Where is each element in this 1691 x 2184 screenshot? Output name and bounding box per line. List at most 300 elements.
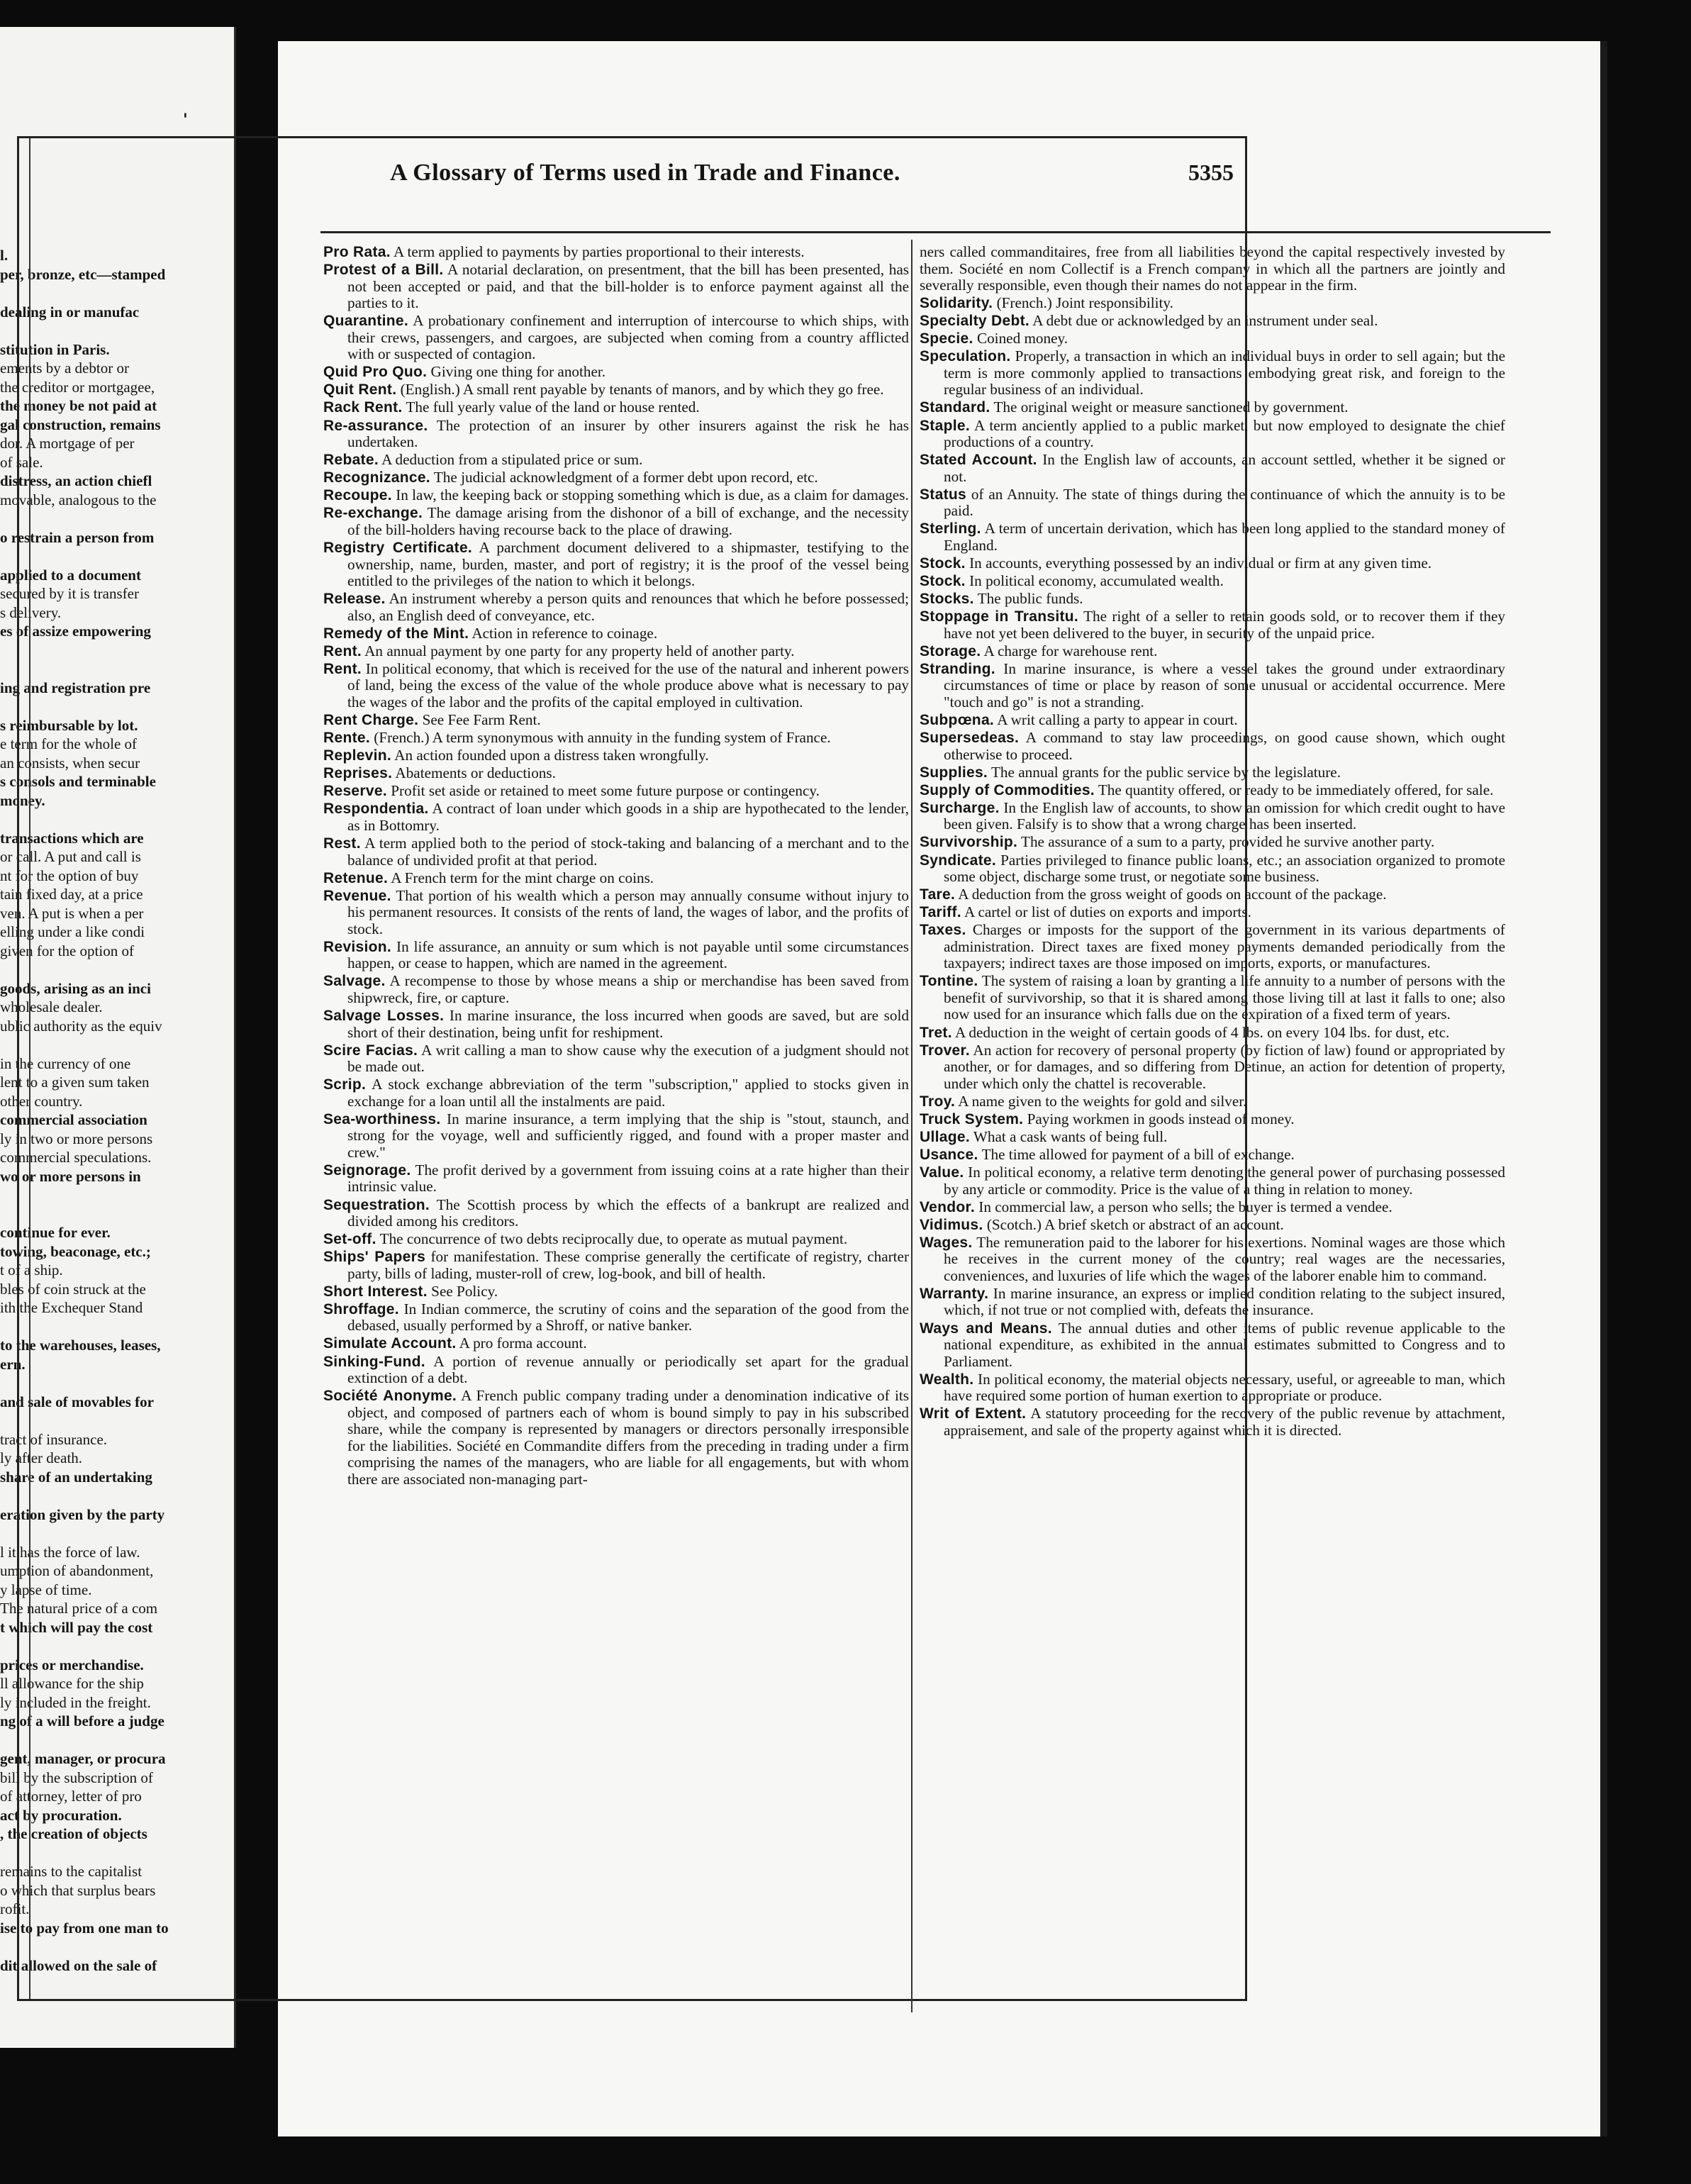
left-fragment-line: t which will pay the cost bbox=[0, 1618, 153, 1636]
glossary-term: Société Anonyme. bbox=[323, 1388, 457, 1405]
glossary-entry bbox=[323, 1335, 909, 1352]
glossary-term: Standard. bbox=[920, 399, 990, 416]
glossary-term: Warranty. bbox=[920, 1285, 989, 1302]
glossary-term: Revenue. bbox=[323, 887, 391, 904]
glossary-term: Specialty Debt. bbox=[920, 313, 1030, 330]
glossary-entry bbox=[323, 765, 909, 782]
left-fragment-line: gal construction, remains bbox=[0, 416, 161, 433]
left-fragment-line: l. bbox=[0, 247, 9, 264]
glossary-entry bbox=[920, 1235, 1505, 1285]
page-title: A Glossary of Terms used in Trade and Finance. bbox=[390, 160, 900, 186]
glossary-definition: A stock exchange abbreviation of the term "subscription," applied to stocks given in exchange for a loan until all the instalments are paid. bbox=[347, 1076, 909, 1110]
glossary-definition: Profit set aside or retained to meet some future purpose or contingency. bbox=[386, 782, 820, 800]
glossary-entry bbox=[920, 922, 1505, 972]
glossary-term: Release. bbox=[323, 591, 386, 608]
glossary-definition: In marine insurance, is where a vessel takes the ground under extraordinary circumstances of time or place by reason of some unusual or accidental occurrence. Mere "touch and go" is not a stranding. bbox=[944, 659, 1505, 711]
left-fragment-line: stitution in Paris. bbox=[0, 340, 110, 358]
glossary-term: Stock. bbox=[920, 573, 966, 590]
glossary-entry bbox=[323, 712, 909, 729]
glossary-definition: An instrument whereby a person quits and renounces that which he before possessed; also, an English deed of conveyance, etc. bbox=[347, 590, 909, 624]
glossary-term: Status bbox=[920, 486, 966, 503]
glossary-entry bbox=[323, 364, 909, 381]
left-fragment-line: to the warehouses, leases, bbox=[0, 1337, 161, 1354]
glossary-definition: A contract of loan under which goods in a ship are hypothecated to the lender, as in Bottomry. bbox=[347, 800, 909, 834]
glossary-term: Subpœna. bbox=[920, 712, 995, 728]
glossary-term: Salvage. bbox=[323, 973, 386, 990]
glossary-entry bbox=[323, 625, 909, 642]
glossary-term: Seignorage. bbox=[323, 1161, 411, 1179]
glossary-term: Revision. bbox=[323, 938, 392, 955]
left-fragment-line: in the currency of one bbox=[0, 1054, 131, 1072]
glossary-term: Replevin. bbox=[323, 747, 392, 764]
left-fragment-line: given for the option of bbox=[0, 942, 134, 959]
left-fragment-line: ven. A put is when a per bbox=[0, 904, 144, 922]
glossary-definition: A writ calling a man to show cause why the execution of a judgment should not be made out. bbox=[347, 1041, 909, 1076]
glossary-term: Troy. bbox=[920, 1093, 956, 1110]
glossary-definition: The judicial acknowledgment of a former debt upon record, etc. bbox=[430, 469, 818, 486]
glossary-entry bbox=[323, 730, 909, 747]
glossary-column-left bbox=[323, 244, 909, 2031]
glossary-term: Solidarity. bbox=[920, 295, 993, 312]
glossary-definition: In political economy, that which is received for the use of the natural and inherent powers of land, being the excess of the value of the whole produce above what is necessary to pay the wages of the labor and the profits of the capital employed in cultivation. bbox=[347, 659, 909, 711]
glossary-definition: A term applied both to the period of stock-taking and balancing of a merchant and to the balance of undivided profit at that period. bbox=[347, 835, 909, 869]
glossary-entry bbox=[920, 295, 1505, 312]
glossary-term: Reserve. bbox=[323, 783, 387, 800]
glossary-entry bbox=[323, 540, 909, 590]
glossary-term: Reprises. bbox=[323, 765, 393, 782]
left-fragment-line: ements by a debtor or bbox=[0, 360, 129, 377]
glossary-definition: In accounts, everything possessed by an individual or firm at any given time. bbox=[965, 554, 1432, 572]
glossary-definition: The annual grants for the public service by the legislature. bbox=[988, 763, 1341, 781]
glossary-entry bbox=[920, 244, 1505, 294]
left-fragment-line: eration given by the party bbox=[0, 1505, 165, 1523]
glossary-entry bbox=[323, 870, 909, 887]
glossary-term: Quarantine. bbox=[323, 313, 408, 330]
glossary-entry bbox=[323, 973, 909, 1006]
glossary-definition: A notarial declaration, on presentment, that the bill has been presented, has not been accepted or paid, and that the bill-holder is to enforce payment against all the parties to it. bbox=[347, 261, 909, 312]
glossary-entry bbox=[920, 886, 1505, 903]
left-fragment-line: ern. bbox=[0, 1355, 26, 1373]
glossary-definition: Paying workmen in goods instead of money. bbox=[1023, 1110, 1295, 1127]
glossary-term: Protest of a Bill. bbox=[323, 262, 444, 279]
glossary-term: Recoupe. bbox=[323, 487, 392, 504]
left-fragment-line: ll allowance for the ship bbox=[0, 1675, 144, 1692]
glossary-entry bbox=[920, 643, 1505, 660]
left-fragment-line: t of a ship. bbox=[0, 1261, 63, 1278]
left-fragment-line: ise to pay from one man to bbox=[0, 1919, 169, 1937]
glossary-entry bbox=[920, 1093, 1505, 1110]
glossary-definition: The original weight or measure sanctioned by government. bbox=[990, 399, 1349, 416]
left-fragment-line: and sale of movables for bbox=[0, 1393, 154, 1410]
column-divider bbox=[911, 240, 913, 2012]
glossary-entry bbox=[920, 834, 1505, 851]
glossary-definition: ners called commanditaires, free from all liabilities beyond the capital respectively invested by them. Société en nom Collectif is a French company in which all the partners are jointly and severally responsible, even though their names do not appear in the firm. bbox=[920, 244, 1505, 294]
glossary-column-right bbox=[920, 244, 1505, 2031]
glossary-definition: In the English law of accounts, an account settled, whether it be signed or not. bbox=[944, 451, 1505, 485]
glossary-term: Wealth. bbox=[920, 1371, 974, 1388]
glossary-entry bbox=[920, 764, 1505, 781]
glossary-term: Taxes. bbox=[920, 922, 966, 939]
glossary-entry bbox=[323, 418, 909, 451]
glossary-term: Sequestration. bbox=[323, 1196, 430, 1213]
glossary-entry bbox=[920, 418, 1505, 451]
glossary-term: Stock. bbox=[920, 555, 966, 572]
glossary-entry bbox=[323, 783, 909, 800]
glossary-definition: In marine insurance, the loss incurred when goods are saved, but are sold short of their destination, being unfit for reshipment. bbox=[347, 1007, 909, 1041]
glossary-entry bbox=[920, 852, 1505, 886]
glossary-definition: A term applied to payments by parties proportional to their interests. bbox=[390, 244, 805, 260]
glossary-term: Shroffage. bbox=[323, 1300, 399, 1317]
glossary-definition: (English.) A small rent payable by tenants of manors, and by which they go free. bbox=[396, 381, 884, 399]
left-fragment-line: share of an undertaking bbox=[0, 1468, 152, 1486]
left-fragment-line: ing and registration pre bbox=[0, 679, 151, 696]
left-fragment-line: money. bbox=[0, 791, 45, 809]
left-fragment-line: the money be not paid at bbox=[0, 397, 157, 414]
glossary-definition: A deduction from the gross weight of goods on account of the package. bbox=[955, 886, 1387, 903]
glossary-definition: In law, the keeping back or stopping something which is due, as a claim for damages. bbox=[391, 486, 909, 504]
glossary-term: Stoppage in Transitu. bbox=[920, 608, 1079, 625]
glossary-definition: A recompense to those by whose means a ship or merchandise has been saved from shipwreck, fire, or capture. bbox=[347, 972, 909, 1006]
left-fragment-line: distress, an action chiefl bbox=[0, 472, 152, 489]
glossary-definition: A statutory proceeding for the recovery of the public revenue by attachment, appraisement, and sale of the property against which it is directed. bbox=[944, 1405, 1505, 1439]
glossary-term: Scrip. bbox=[323, 1076, 367, 1093]
left-fragment-line: bill by the subscription of bbox=[0, 1768, 153, 1786]
glossary-definition: The full yearly value of the land or house rented. bbox=[402, 399, 700, 416]
glossary-definition: A pro forma account. bbox=[456, 1335, 587, 1352]
glossary-entry bbox=[920, 782, 1505, 799]
left-fragment-line: ublic authority as the equiv bbox=[0, 1017, 162, 1035]
glossary-definition: The profit derived by a government from issuing coins at a rate higher than their intrinsic value. bbox=[347, 1161, 909, 1196]
glossary-entry bbox=[323, 1249, 909, 1282]
glossary-entry bbox=[920, 904, 1505, 921]
glossary-definition: A name given to the weights for gold and silver. bbox=[955, 1092, 1247, 1110]
glossary-term: Set-off. bbox=[323, 1231, 376, 1248]
glossary-definition: See Fee Farm Rent. bbox=[418, 711, 541, 728]
glossary-term: Registry Certificate. bbox=[323, 540, 473, 557]
glossary-entry bbox=[920, 800, 1505, 833]
glossary-term: Recognizance. bbox=[323, 469, 430, 486]
glossary-definition: In the English law of accounts, to show an omission for which credit ought to have been given. Falsify is to show that a wrong charge has been inserted. bbox=[944, 798, 1505, 833]
glossary-term: Rente. bbox=[323, 730, 370, 747]
glossary-definition: An annual payment by one party for any property held of another party. bbox=[362, 642, 795, 659]
glossary-definition: A portion of revenue annually or periodically set apart for the gradual extinction of a debt. bbox=[347, 1352, 909, 1387]
glossary-term: Stranding. bbox=[920, 660, 995, 677]
left-fragment-line: applied to a document bbox=[0, 566, 141, 584]
glossary-term: Supplies. bbox=[920, 764, 988, 781]
glossary-entry bbox=[920, 730, 1505, 763]
left-fragment-line: ly in two or more persons bbox=[0, 1130, 153, 1147]
left-fragment-line: other country. bbox=[0, 1092, 83, 1110]
glossary-entry bbox=[920, 1042, 1505, 1093]
glossary-term: Tariff. bbox=[920, 904, 961, 921]
glossary-term: Tontine. bbox=[920, 973, 978, 990]
glossary-term: Pro Rata. bbox=[323, 244, 391, 260]
glossary-definition: The system of raising a loan by granting a life annuity to a number of persons with the benefit of survivorship, so that it is shared among those living till at last it falls to one; also now used for an insurance which falls due on the expiration of a fixed term of years. bbox=[944, 972, 1505, 1023]
left-fragment-line: tract of insurance. bbox=[0, 1430, 108, 1448]
glossary-definition: The right of a seller to retain goods sold, or to recover them if they have not yet been delivered to the buyer, in security of the unpaid price. bbox=[944, 608, 1505, 642]
glossary-definition: of an Annuity. The state of things during the continuance of which the annuity is to be paid. bbox=[944, 485, 1505, 520]
glossary-term: Tare. bbox=[920, 886, 956, 903]
glossary-term: Rebate. bbox=[323, 452, 379, 469]
glossary-term: Stated Account. bbox=[920, 452, 1037, 469]
glossary-term: Short Interest. bbox=[323, 1283, 428, 1300]
glossary-entry bbox=[323, 939, 909, 972]
glossary-term: Respondentia. bbox=[323, 801, 429, 818]
left-fragment-line: commercial association bbox=[0, 1111, 147, 1128]
left-fragment-line: o restrain a person from bbox=[0, 528, 155, 546]
glossary-term: Rent. bbox=[323, 660, 362, 677]
glossary-term: Vidimus. bbox=[920, 1216, 983, 1233]
left-fragment-line: l it has the force of law. bbox=[0, 1543, 140, 1561]
glossary-term: Survivorship. bbox=[920, 834, 1018, 851]
left-fragment-line: goods, arising as an inci bbox=[0, 979, 151, 997]
glossary-definition: The remuneration paid to the laborer for his exertions. Nominal wages are those which he receives in the current money of the country; real wages are the necessaries, conveniences, and luxuries of life which the wages of the laborer enable him to command. bbox=[944, 1233, 1505, 1284]
glossary-definition: In political economy, the material objects necessary, useful, or agreeable to man, which have required some portion of human exertion to appropriate or produce. bbox=[944, 1370, 1505, 1405]
glossary-entry bbox=[323, 747, 909, 764]
left-fragment-line: or call. A put and call is bbox=[0, 848, 141, 865]
glossary-entry bbox=[920, 1111, 1505, 1128]
glossary-term: Vendor. bbox=[920, 1198, 975, 1215]
left-fragment-line: nt for the option of buy bbox=[0, 867, 139, 884]
left-fragment-line: y lapse of time. bbox=[0, 1581, 92, 1598]
left-fragment-line: s consols and terminable bbox=[0, 773, 156, 790]
left-fragment-line: act by procuration. bbox=[0, 1806, 122, 1824]
glossary-term: Sterling. bbox=[920, 520, 981, 537]
left-fragment-line: secured by it is transfer bbox=[0, 585, 139, 602]
left-fragment-line: The natural price of a com bbox=[0, 1600, 158, 1617]
glossary-entry bbox=[323, 313, 909, 363]
glossary-entry bbox=[323, 1111, 909, 1161]
left-fragment-line: , the creation of objects bbox=[0, 1825, 147, 1842]
left-fragment-line: tain fixed day, at a price bbox=[0, 886, 143, 903]
glossary-definition: A French term for the mint charge on coins. bbox=[388, 869, 654, 886]
glossary-definition: A parchment document delivered to a shipmaster, testifying to the ownership, name, burden, master, and port of registry; it is the proof of the vessel being entitled to the privileges of the nation to which it belongs. bbox=[347, 539, 909, 590]
glossary-entry bbox=[920, 399, 1505, 416]
left-fragment-line: towing, beaconage, etc.; bbox=[0, 1242, 151, 1260]
glossary-term: Re-assurance. bbox=[323, 417, 428, 434]
glossary-entry bbox=[920, 1199, 1505, 1216]
left-fragment-line: gent, manager, or procura bbox=[0, 1750, 166, 1767]
glossary-entry bbox=[323, 801, 909, 834]
left-fragment-line: es of assize empowering bbox=[0, 623, 151, 640]
glossary-term: Simulate Account. bbox=[323, 1335, 457, 1352]
left-fragment-line: of attorney, letter of pro bbox=[0, 1788, 142, 1805]
glossary-definition: (Scotch.) A brief sketch or abstract of an account. bbox=[983, 1215, 1284, 1233]
glossary-definition: An action for recovery of personal property (by fiction of law) found or appropriated by another, or for damages, and so differing from Detinue, an action for detention of property, under which only the chattel is recoverable. bbox=[944, 1041, 1505, 1092]
glossary-definition: In marine insurance, an express or implied condition relating to the subject insured, which, if not true or not complied with, defeats the insurance. bbox=[944, 1284, 1505, 1319]
left-fragment-line: rofit. bbox=[0, 1900, 30, 1917]
glossary-definition: A deduction in the weight of certain goods of 4 lbs. on every 104 lbs. for dust, etc. bbox=[951, 1023, 1450, 1041]
glossary-definition: In political economy, a relative term denoting the general power of purchasing possessed by any article or commodity. Price is the value of a thing in relation to money. bbox=[944, 1164, 1505, 1198]
left-fragment-line: per, bronze, etc—stamped bbox=[0, 265, 166, 283]
glossary-entry bbox=[323, 262, 909, 312]
glossary-term: Truck System. bbox=[920, 1110, 1024, 1127]
glossary-definition: The time allowed for payment of a bill of exchange. bbox=[978, 1146, 1295, 1163]
frame-inner-rule bbox=[29, 138, 30, 1999]
glossary-term: Usance. bbox=[920, 1147, 978, 1163]
glossary-term: Rent. bbox=[323, 642, 362, 659]
glossary-entry bbox=[323, 1388, 909, 1488]
glossary-term: Tret. bbox=[920, 1024, 952, 1041]
left-fragment-line: s delivery. bbox=[0, 603, 62, 621]
glossary-definition: Giving one thing for another. bbox=[427, 363, 606, 381]
glossary-entry bbox=[920, 330, 1505, 347]
glossary-definition: A writ calling a party to appear in court. bbox=[994, 711, 1238, 728]
left-fragment-line: o which that surplus bears bbox=[0, 1881, 156, 1899]
glossary-definition: In marine insurance, a term implying that the ship is "stout, staunch, and strong for the voyage, well and sufficiently rigged, and found with a proper master and crew." bbox=[347, 1110, 909, 1161]
glossary-entry bbox=[323, 591, 909, 624]
glossary-term: Re-exchange. bbox=[323, 505, 423, 522]
glossary-definition: A probationary confinement and interruption of intercourse to which ships, with their crews, passengers, and cargoes, are subjected when coming from a country afflicted with or suspected of contagion. bbox=[347, 312, 909, 363]
left-fragment-line: commercial speculations. bbox=[0, 1149, 152, 1166]
glossary-term: Sinking-Fund. bbox=[323, 1353, 425, 1370]
glossary-term: Rent Charge. bbox=[323, 712, 419, 728]
glossary-definition: Charges or imposts for the support of the government in its various departments of administration. Direct taxes are fixed money payments demanded periodically from the taxpayers; indirect taxes are those imposed on imports, exports, or manufactures. bbox=[944, 921, 1505, 972]
glossary-entry bbox=[323, 1283, 909, 1300]
glossary-entry bbox=[323, 888, 909, 938]
glossary-entry bbox=[920, 973, 1505, 1023]
glossary-definition: The quantity offered, or ready to be immediately offered, for sale. bbox=[1094, 781, 1494, 798]
left-fragment-line: lent to a given sum taken bbox=[0, 1074, 150, 1091]
glossary-entry bbox=[920, 520, 1505, 554]
glossary-entry bbox=[323, 1042, 909, 1076]
glossary-definition: A deduction from a stipulated price or sum. bbox=[378, 451, 643, 469]
left-fragment-line: wholesale dealer. bbox=[0, 998, 103, 1015]
glossary-entry bbox=[920, 555, 1505, 572]
glossary-term: Retenue. bbox=[323, 869, 389, 886]
glossary-definition: A cartel or list of duties on exports and imports. bbox=[961, 903, 1251, 921]
glossary-term: Quid Pro Quo. bbox=[323, 364, 428, 381]
glossary-term: Rest. bbox=[323, 835, 361, 852]
left-page-mark: ' bbox=[183, 111, 188, 129]
glossary-entry bbox=[323, 505, 909, 538]
glossary-entry bbox=[920, 608, 1505, 642]
glossary-definition: Abatements or deductions. bbox=[392, 764, 556, 782]
glossary-definition: In commercial law, a person who sells; the buyer is termed a vendee. bbox=[974, 1198, 1393, 1215]
glossary-entry bbox=[920, 712, 1505, 729]
glossary-entry bbox=[920, 1025, 1505, 1042]
glossary-entry bbox=[920, 1147, 1505, 1164]
glossary-entry bbox=[323, 381, 909, 399]
left-fragment-line: movable, analogous to the bbox=[0, 491, 157, 508]
glossary-entry bbox=[323, 244, 909, 261]
left-fragment-line: ng of a will before a judge bbox=[0, 1712, 164, 1729]
glossary-entry bbox=[323, 1162, 909, 1196]
glossary-term: Salvage Losses. bbox=[323, 1008, 445, 1025]
glossary-entry bbox=[920, 348, 1505, 399]
glossary-entry bbox=[323, 487, 909, 504]
glossary-entry bbox=[920, 1164, 1505, 1198]
glossary-entry bbox=[323, 643, 909, 660]
glossary-entry bbox=[323, 452, 909, 469]
left-fragment-line: ith the Exchequer Stand bbox=[0, 1299, 143, 1316]
glossary-entry bbox=[920, 452, 1505, 485]
glossary-definition: (French.) A term synonymous with annuity in the funding system of France. bbox=[369, 729, 831, 747]
left-fragment-line: prices or merchandise. bbox=[0, 1656, 144, 1673]
left-fragment-line: dealing in or manufac bbox=[0, 303, 140, 321]
glossary-term: Scire Facias. bbox=[323, 1042, 418, 1059]
glossary-definition: That portion of his wealth which a person may annually consume without injury to his permanent resources. It consists of the rents of land, the wages of labor, and the profits of stock. bbox=[347, 886, 909, 937]
glossary-term: Supply of Commodities. bbox=[920, 781, 1095, 798]
glossary-entry bbox=[323, 469, 909, 486]
glossary-definition: See Policy. bbox=[427, 1282, 498, 1300]
glossary-entry bbox=[920, 1129, 1505, 1146]
left-fragment-line: bles of coin struck at the bbox=[0, 1280, 146, 1298]
glossary-entry bbox=[920, 1320, 1505, 1371]
glossary-term: Writ of Extent. bbox=[920, 1405, 1027, 1422]
page-edge-shadow bbox=[1600, 41, 1607, 2136]
glossary-term: Rack Rent. bbox=[323, 399, 403, 416]
glossary-entry bbox=[323, 1231, 909, 1248]
glossary-entry bbox=[920, 313, 1505, 330]
glossary-definition: The public funds. bbox=[973, 590, 1083, 608]
glossary-term: Storage. bbox=[920, 642, 981, 659]
glossary-entry bbox=[920, 573, 1505, 590]
left-fragment-line: continue for ever. bbox=[0, 1224, 111, 1241]
glossary-definition: Coined money. bbox=[973, 330, 1068, 347]
left-fragment-line: s reimbursable by lot. bbox=[0, 716, 138, 734]
glossary-definition: The Scottish process by which the effects of a bankrupt are realized and divided among his creditors. bbox=[347, 1196, 909, 1230]
glossary-term: Surcharge. bbox=[920, 799, 1000, 816]
left-fragment-line: an consists, when secur bbox=[0, 754, 140, 771]
glossary-term: Sea-worthiness. bbox=[323, 1110, 441, 1127]
left-fragment-line: dor. A mortgage of per bbox=[0, 435, 135, 452]
glossary-term: Staple. bbox=[920, 417, 970, 434]
glossary-term: Ullage. bbox=[920, 1128, 970, 1145]
glossary-term: Quit Rent. bbox=[323, 381, 397, 399]
glossary-definition: In Indian commerce, the scrutiny of coins and the separation of the good from the debased, usually performed by a Shroff, or native banker. bbox=[347, 1300, 909, 1335]
glossary-term: Wages. bbox=[920, 1234, 973, 1251]
glossary-term: Remedy of the Mint. bbox=[323, 625, 469, 642]
left-fragment-line: of sale. bbox=[0, 453, 43, 471]
glossary-entry bbox=[323, 835, 909, 869]
page-number: 5355 bbox=[1188, 160, 1234, 185]
left-fragment-line: remains to the capitalist bbox=[0, 1863, 143, 1880]
glossary-definition: In life assurance, an annuity or sum which is not payable until some circumstances happen, or cease to happen, which are named in the agreement. bbox=[347, 937, 909, 972]
left-fragment-line: ly included in the freight. bbox=[0, 1693, 151, 1711]
glossary-definition: A debt due or acknowledged by an instrument under seal. bbox=[1029, 312, 1378, 330]
glossary-definition: Parties privileged to finance public loans, etc.; an association organized to promote some object, discharge some trust, or negotiate some business. bbox=[944, 851, 1505, 886]
left-fragment-line: the creditor or mortgagee, bbox=[0, 378, 155, 396]
glossary-definition: A French public company trading under a denomination indicative of its object, and composed of partners each of whom is bound simply to pay in his subscribed share, while the company is represented by managers or directors personally irresponsible for the liabilities. Société en Commandite differs from the preceding in trading under a firm comprising the names of the managers, who are liable for all engagements, but with whom there are associated non-managing part- bbox=[347, 1387, 909, 1488]
glossary-entry bbox=[323, 1197, 909, 1230]
glossary-definition: A term of uncertain derivation, which has been long applied to the standard money of England. bbox=[944, 520, 1505, 554]
glossary-term: Trover. bbox=[920, 1042, 970, 1059]
glossary-entry bbox=[323, 1301, 909, 1335]
glossary-term: Stocks. bbox=[920, 591, 974, 608]
glossary-definition: (French.) Joint responsibility. bbox=[993, 294, 1173, 312]
glossary-term: Syndicate. bbox=[920, 852, 997, 869]
glossary-term: Speculation. bbox=[920, 348, 1011, 365]
glossary-entry bbox=[920, 1371, 1505, 1405]
left-fragment-line: e term for the whole of bbox=[0, 735, 138, 752]
glossary-definition: A charge for warehouse rent. bbox=[981, 642, 1158, 659]
glossary-entry bbox=[920, 1286, 1505, 1319]
left-fragment-line: umption of abandonment, bbox=[0, 1562, 154, 1579]
glossary-entry bbox=[920, 591, 1505, 608]
glossary-term: Ways and Means. bbox=[920, 1320, 1052, 1337]
glossary-definition: A command to stay law proceedings, on good cause shown, which ought otherwise to proceed. bbox=[944, 729, 1505, 763]
glossary-entry bbox=[920, 1405, 1505, 1439]
left-fragment-line: dit allowed on the sale of bbox=[0, 1956, 157, 1974]
glossary-entry bbox=[323, 1354, 909, 1387]
glossary-definition: The damage arising from the dishonor of a bill of exchange, and the necessity of the bill-holders having recourse back to the place of drawing. bbox=[347, 504, 909, 538]
glossary-definition: An action founded upon a distress taken wrongfully. bbox=[391, 747, 709, 764]
left-fragment-line: transactions which are bbox=[0, 829, 144, 847]
glossary-entry bbox=[323, 399, 909, 416]
glossary-term: Ships' Papers bbox=[323, 1249, 426, 1266]
glossary-definition: The protection of an insurer by other insurers against the risk he has undertaken. bbox=[347, 416, 909, 451]
